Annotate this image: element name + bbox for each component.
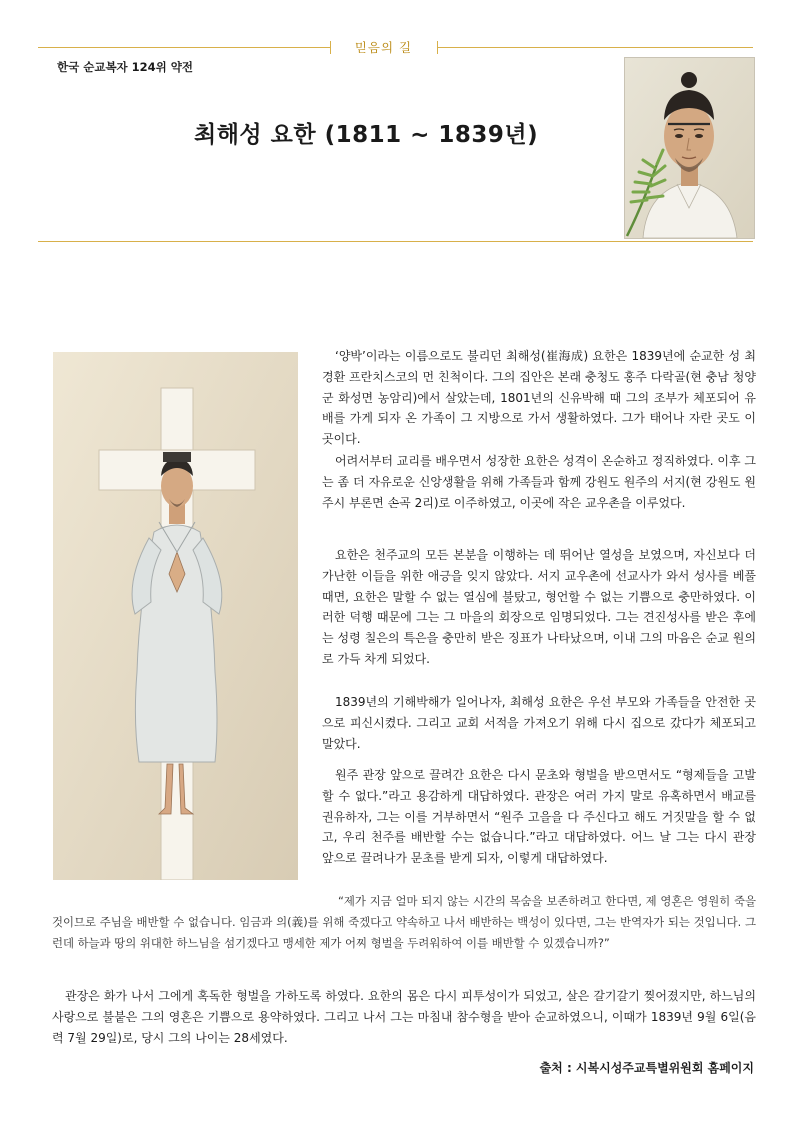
header-bottom-rule bbox=[38, 241, 753, 242]
header-rule-left bbox=[38, 47, 330, 48]
portrait-painting bbox=[625, 58, 754, 238]
header-rule-right bbox=[437, 47, 753, 48]
body-paragraph-4: 1839년의 기해박해가 일어나자, 최해성 요한은 우선 부모와 가족들을 안전한 곳으로 피신시켰다. 그리고 교회 서적을 가져오기 위해 다시 집으로 갔다가 체포되고 말았다. bbox=[322, 695, 756, 751]
body-paragraph-2: 어려서부터 교리를 배우면서 성장한 요한은 성격이 온순하고 정직하였다. 이후 그는 좀 더 자유로운 신앙생활을 위해 가족들과 함께 강원도 원주의 서지(현 강원도 원주시 부론면 손곡 2리)로 이주하였고, 이곳에 작은 교우촌을 이루었다. bbox=[322, 454, 756, 510]
closing-paragraph: 관장은 화가 나서 그에게 혹독한 형벌을 가하도록 하였다. 요한의 몸은 다시 피투성이가 되었고, 살은 갈기갈기 찢어졌지만, 하느님의 사랑으로 불붙은 그의 영혼은 기쁨으로 용약하였다. 그리고 나서 그는 마침내 참수형을 받아 순교하였으니, 이때가 1839년 9월 6일(음력 7월 29일)로, 당시 그의 나이는 28세였다. bbox=[52, 989, 756, 1045]
crucifixion-painting bbox=[53, 352, 298, 880]
body-paragraph-3: 요한은 천주교의 모든 본분을 이행하는 데 뛰어난 열성을 보였으며, 자신보다 더 가난한 이들을 위한 애긍을 잊지 않았다. 서지 교우촌에 선교사가 와서 성사를 베풀 때면, 요한은 말할 수 없는 열심에 불탔고, 형언할 수 없는 기쁨으로 충만하였다. 이러한 덕행 때문에 그는 그 마을의 회장으로 임명되었다. 그는 견진성사를 받은 후에는 성령 칠은의 특은을 충만히 받은 징표가 나타났으며, 이내 그의 마음은 순교 원의로 가득 차게 되었다. bbox=[322, 548, 756, 666]
body-paragraph-5: 원주 관장 앞으로 끌려간 요한은 다시 문초와 형벌을 받으면서도 “형제들을 고발할 수 없다.”라고 용감하게 대답하였다. 관장은 여러 가지 말로 유혹하면서 배교를 권유하자, 그는 이를 거부하면서 “원주 고을을 다 주신다고 해도 거짓말을 할 수 없고, 우리 천주를 배반할 수는 없습니다.”라고 대답하였다. 어느 날 그는 다시 관장 앞으로 끌려나가 문초를 받게 되자, 이렇게 대답하였다. bbox=[322, 768, 756, 866]
body-paragraph-1: ‘양박’이라는 이름으로도 불리던 최해성(崔海成) 요한은 1839년에 순교한 성 최경환 프란치스코의 먼 친척이다. 그의 집안은 본래 충청도 홍주 다락골(현 충남 청양군 화성면 농암리)에서 살았는데, 1801년의 신유박해 때 그의 조부가 체포되어 유배를 가게 되자 온 가족이 그 지방으로 가서 생활하였다. 그가 태어나 자란 곳도 이곳이다. bbox=[322, 349, 756, 447]
quote-paragraph: “제가 지금 얼마 되지 않는 시간의 목숨을 보존하려고 한다면, 제 영혼은 영원히 죽을 것이므로 주님을 배반할 수 없습니다. 임금과 의(義)를 위해 죽겠다고 약속하고 나서 배반하는 백성이 있다면, 그는 반역자가 되는 것입니다. 그런데 하늘과 땅의 위대한 하느님을 섬기겠다고 맹세한 제가 어찌 형벌을 두려워하여 이를 배반할 수 있겠습니까?” bbox=[52, 894, 756, 950]
martyr-portrait-image bbox=[624, 57, 755, 239]
crucifixion-painting-image bbox=[53, 352, 298, 880]
source-credit: 출처 : 시복시성주교특별위원회 홈페이지 bbox=[539, 1061, 754, 1075]
section-label: 믿음의 길 bbox=[354, 40, 413, 55]
series-title: 한국 순교복자 124위 약전 bbox=[57, 60, 193, 74]
page-title: 최해성 요한 (1811 ~ 1839년) bbox=[194, 122, 539, 148]
